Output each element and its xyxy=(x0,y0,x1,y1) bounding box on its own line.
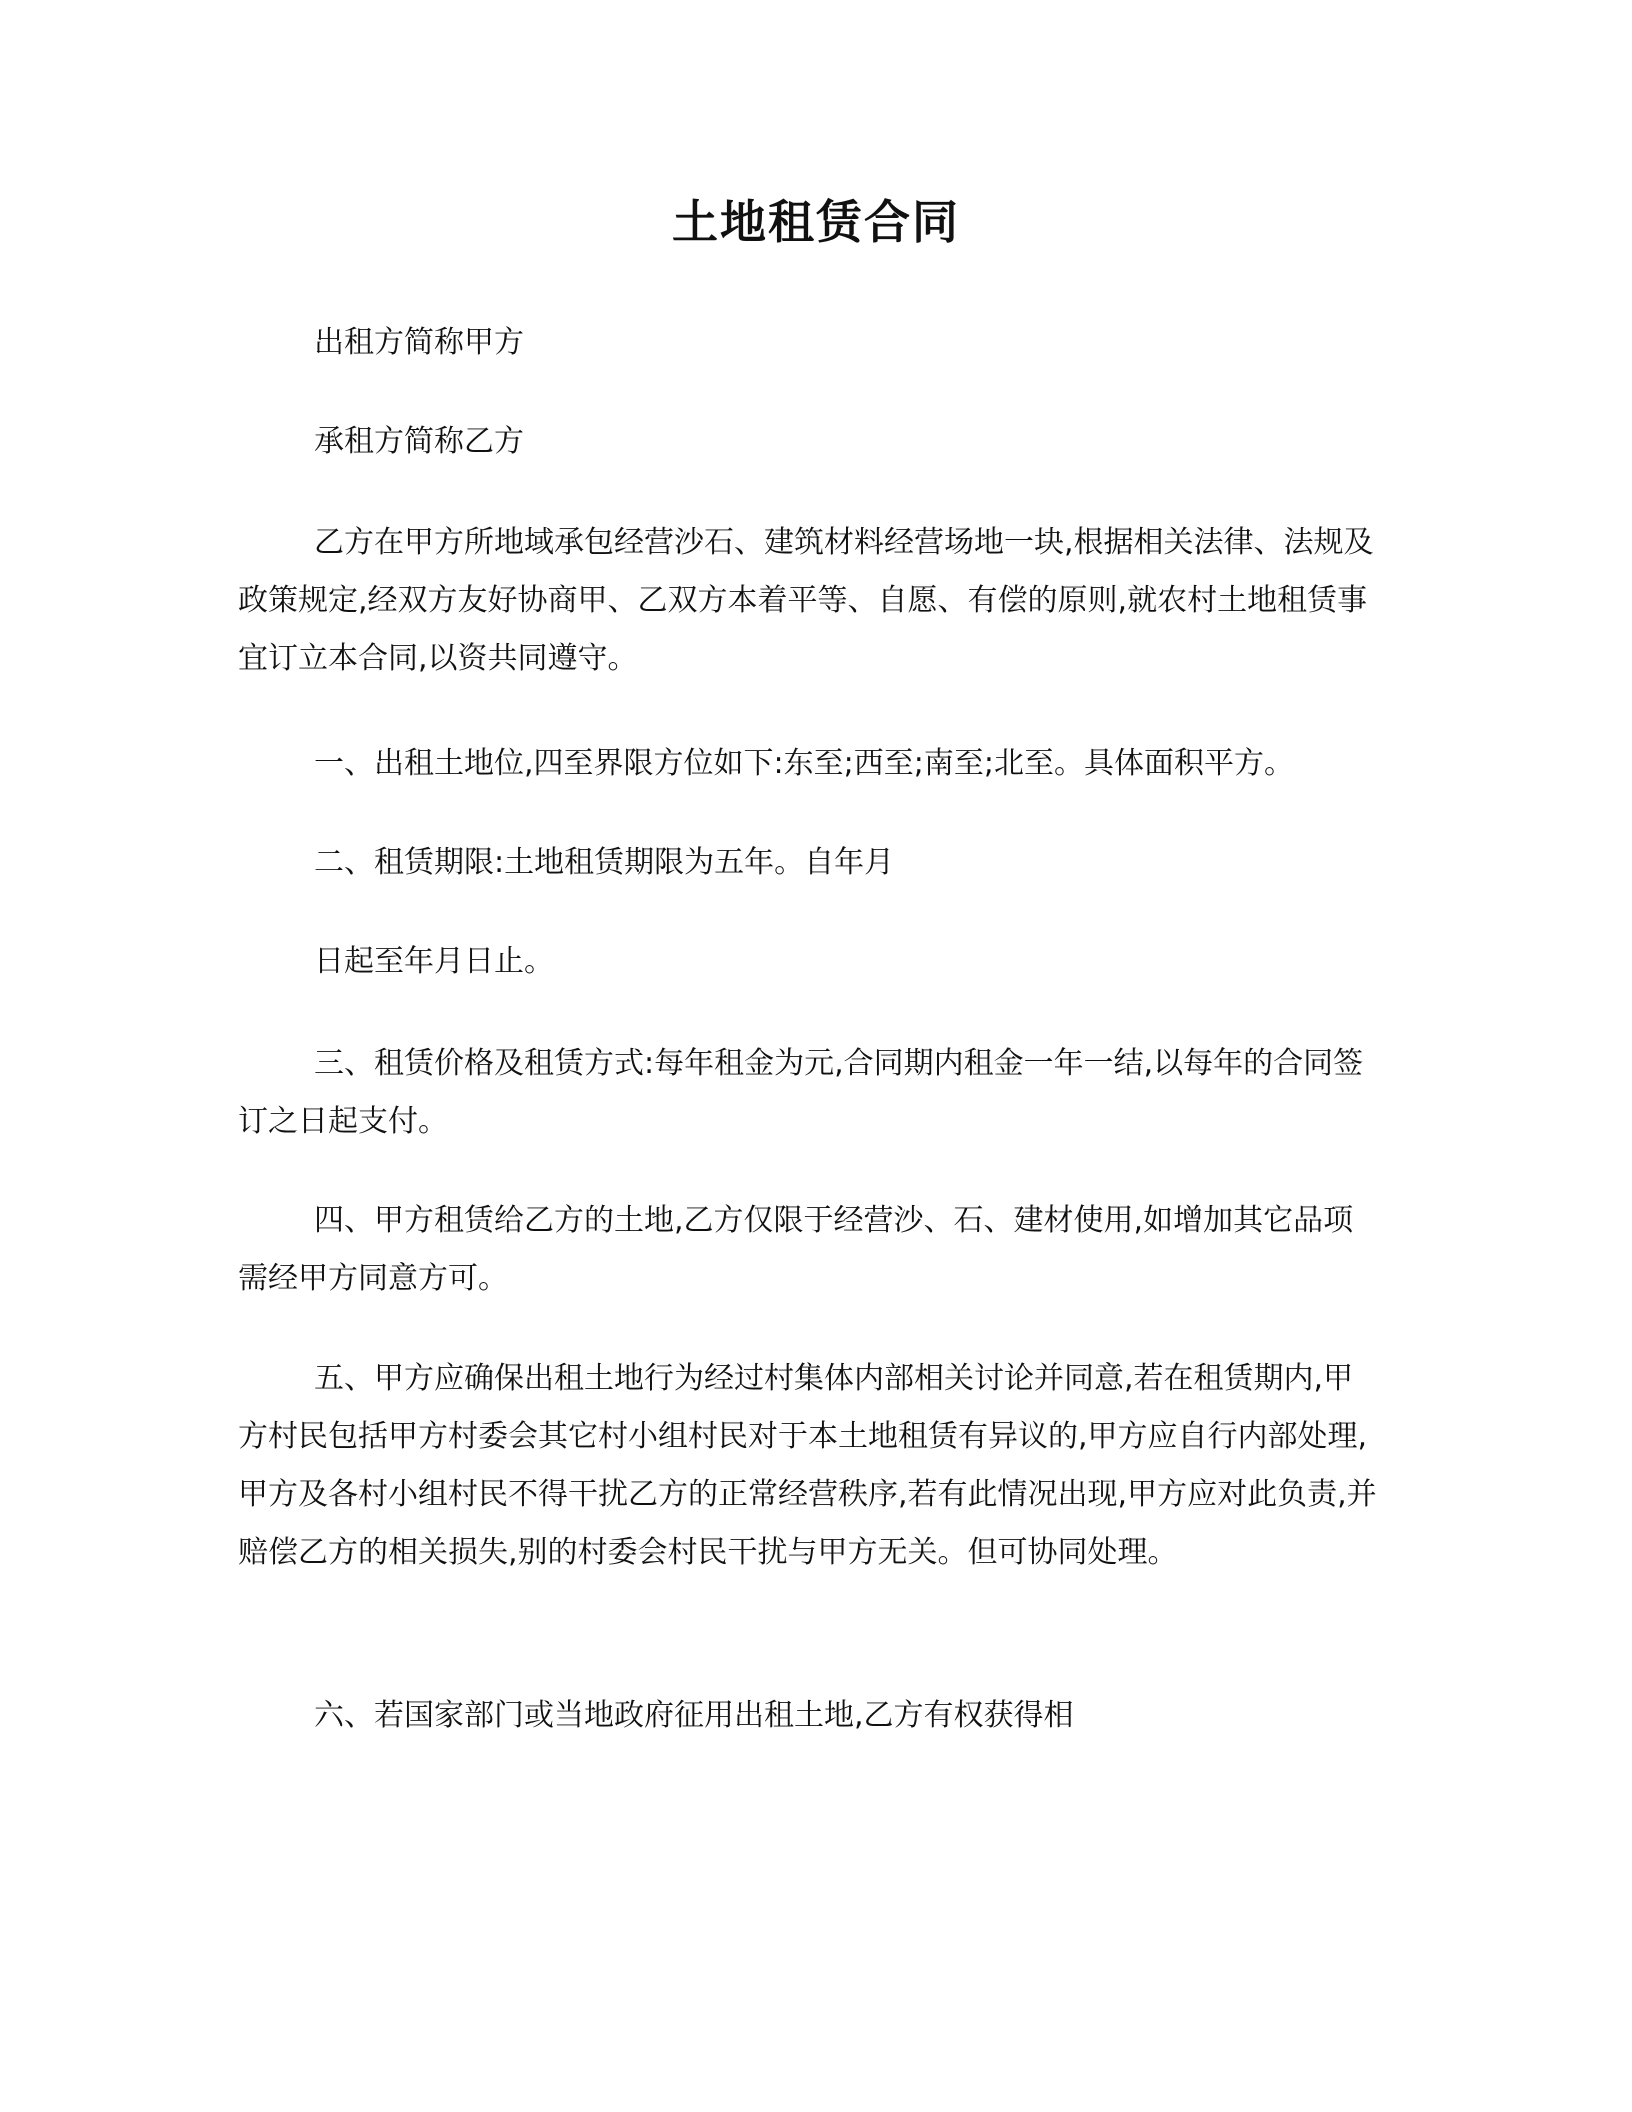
paragraph-preamble: 乙方在甲方所地域承包经营沙石、建筑材料经营场地一块,根据相关法律、法规及政策规定,经双方友好协商甲、乙双方本着平等、自愿、有偿的原则,就农村土地租赁事宜订立本合同,以资共同遵守。 xyxy=(238,525,1374,676)
clause-6-expropriation: 六、若国家部门或当地政府征用出租土地,乙方有权获得相 xyxy=(314,1698,1074,1733)
clause-3-price: 三、租赁价格及租赁方式:每年租金为元,合同期内租金一年一结,以每年的合同签订之日起支付。 xyxy=(238,1046,1364,1139)
paragraph-lessor: 出租方简称甲方 xyxy=(314,325,524,360)
clause-2-term: 二、租赁期限:土地租赁期限为五年。自年月 xyxy=(314,845,895,880)
paragraph-lessee: 承租方简称乙方 xyxy=(314,424,524,459)
document-title: 土地租赁合同 xyxy=(672,195,960,249)
clause-5-obligations: 五、甲方应确保出租土地行为经过村集体内部相关讨论并同意,若在租赁期内,甲方村民包括甲方村委会其它村小组村民对于本土地租赁有异议的,甲方应自行内部处理,甲方及各村小组村民不得干扰乙方的正常经营秩序,若有此情况出现,甲方应对此负责,并赔偿乙方的相关损失,别的村委会村民干扰与甲方无关。但可协同处理。 xyxy=(238,1361,1377,1570)
clause-4-usage: 四、甲方租赁给乙方的土地,乙方仅限于经营沙、石、建材使用,如增加其它品项需经甲方同意方可。 xyxy=(238,1203,1354,1296)
clause-2-term-continued: 日起至年月日止。 xyxy=(314,944,554,979)
clause-1-location: 一、出租土地位,四至界限方位如下:东至;西至;南至;北至。具体面积平方。 xyxy=(314,746,1294,781)
